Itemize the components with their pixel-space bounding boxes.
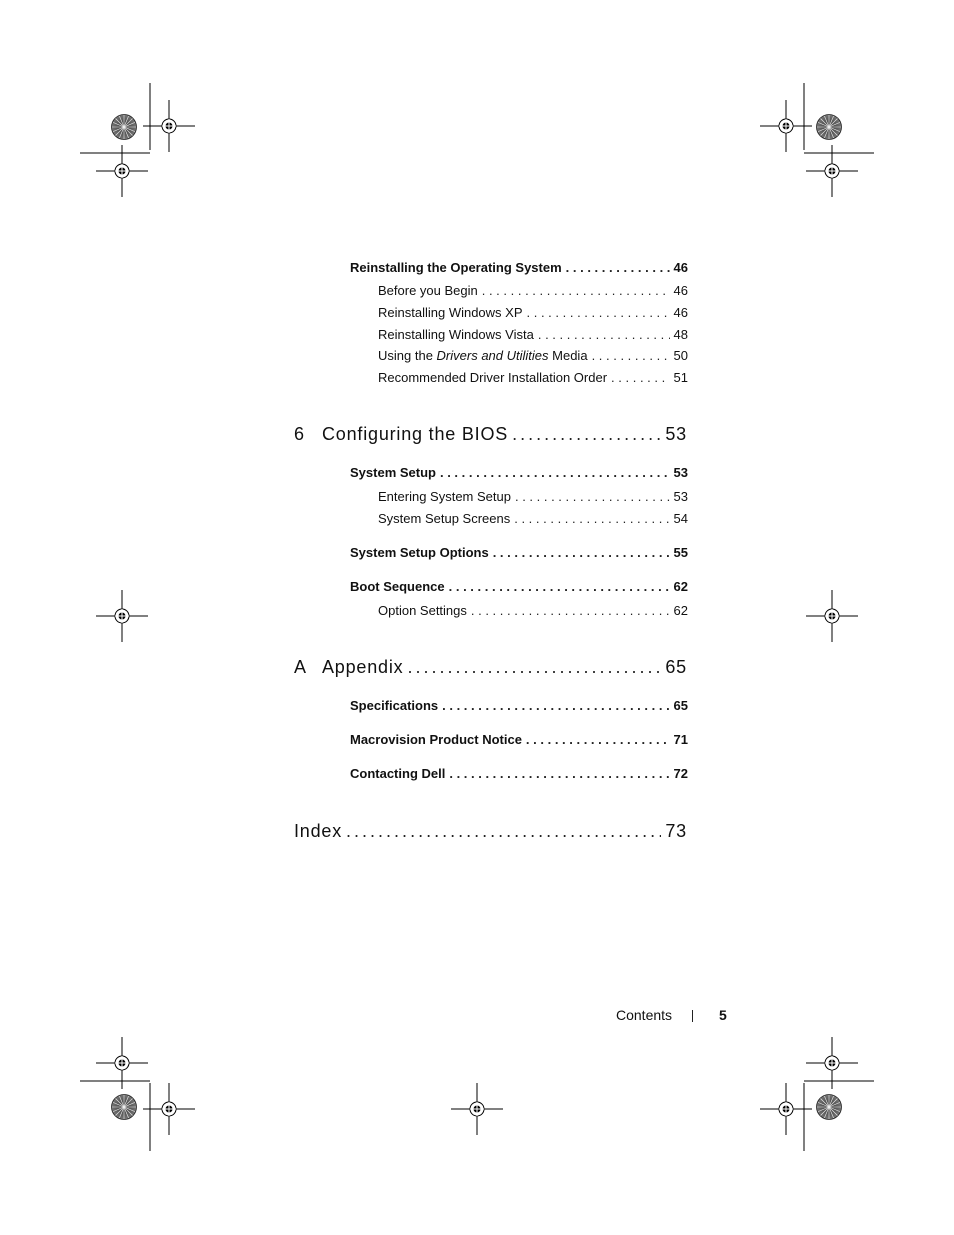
toc-page-number: 62 xyxy=(673,603,688,618)
toc-page-number: 65 xyxy=(665,657,687,677)
dot-leader xyxy=(592,348,670,363)
toc-page-number: 46 xyxy=(673,260,688,275)
toc-page-number: 46 xyxy=(673,305,688,320)
dot-leader xyxy=(527,305,670,320)
toc-entry-title: Entering System Setup xyxy=(378,489,511,504)
toc-page-number: 48 xyxy=(673,327,688,342)
toc-page-number: 73 xyxy=(665,821,687,841)
toc-entry-title: Boot Sequence xyxy=(350,579,445,594)
toc-entry-system-setup[interactable] xyxy=(350,465,688,480)
toc-page-number: 53 xyxy=(673,465,688,480)
toc-entry-setup-screens[interactable] xyxy=(378,511,688,526)
toc-page-number: 62 xyxy=(673,579,688,594)
chapter-number: 6 xyxy=(294,424,305,444)
dot-leader xyxy=(442,698,669,713)
toc-chapter-title: Index xyxy=(294,821,343,841)
toc-entry-title xyxy=(378,348,588,363)
toc-entry-title: Option Settings xyxy=(378,603,467,618)
title-italic: Drivers and Utilities xyxy=(436,348,549,363)
toc-entry-reinstalling-vista[interactable] xyxy=(378,327,688,342)
dot-leader xyxy=(440,465,670,480)
toc-entry-title: Macrovision Product Notice xyxy=(350,732,522,747)
toc-page-number: 55 xyxy=(673,545,688,560)
dot-leader xyxy=(449,766,669,781)
toc-page-number: 72 xyxy=(673,766,688,781)
toc-page-number: 65 xyxy=(673,698,688,713)
registration-star-top-left xyxy=(112,115,137,140)
dot-leader xyxy=(449,579,670,594)
dot-leader xyxy=(538,327,670,342)
toc-entry-setup-options[interactable] xyxy=(350,545,688,560)
toc-page-number: 51 xyxy=(673,370,688,385)
toc-entry-title: Reinstalling the Operating System xyxy=(350,260,562,275)
dot-leader xyxy=(346,821,661,842)
toc-entry-title: Before you Begin xyxy=(378,283,478,298)
toc-chapter-6[interactable] xyxy=(294,424,687,445)
dot-leader xyxy=(515,489,670,504)
dot-leader xyxy=(482,283,670,298)
dot-leader xyxy=(471,603,670,618)
toc-entry-before-you-begin[interactable] xyxy=(378,283,688,298)
registration-star-bottom-right xyxy=(817,1095,842,1120)
toc-entry-macrovision[interactable] xyxy=(350,732,688,747)
toc-entry-recommended-order[interactable] xyxy=(378,370,688,385)
dot-leader xyxy=(526,732,670,747)
chapter-label: Configuring the BIOS xyxy=(322,424,509,444)
toc-entry-title: Reinstalling Windows Vista xyxy=(378,327,534,342)
toc-chapter-title xyxy=(294,657,403,678)
toc-entry-option-settings[interactable] xyxy=(378,603,688,618)
toc-page-number: 71 xyxy=(673,732,688,747)
registration-star-top-right xyxy=(817,115,842,140)
title-prefix: Using the xyxy=(378,348,437,363)
footer-page-number: 5 xyxy=(719,1007,727,1023)
toc-entry-title: Specifications xyxy=(350,698,439,713)
footer-section-label: Contents xyxy=(616,1007,673,1023)
chapter-number: A xyxy=(294,657,307,677)
toc-entry-title: System Setup Options xyxy=(350,545,489,560)
dot-leader xyxy=(407,657,661,678)
dot-leader xyxy=(512,424,661,445)
toc-entry-title: Recommended Driver Installation Order xyxy=(378,370,608,385)
dot-leader xyxy=(493,545,670,560)
toc-entry-entering-setup[interactable] xyxy=(378,489,688,504)
chapter-label: Appendix xyxy=(322,657,404,677)
toc-entry-boot-sequence[interactable] xyxy=(350,579,688,594)
toc-chapter-title xyxy=(294,424,508,445)
dot-leader xyxy=(611,370,669,385)
toc-page-number: 54 xyxy=(673,511,688,526)
toc-chapter-index[interactable] xyxy=(294,821,687,842)
title-suffix: Media xyxy=(548,348,588,363)
toc-entry-reinstalling-os[interactable] xyxy=(350,260,688,275)
toc-entry-title: System Setup xyxy=(350,465,436,480)
toc-page-number: 46 xyxy=(673,283,688,298)
toc-page-number: 50 xyxy=(673,348,688,363)
toc-page-number: 53 xyxy=(665,424,687,444)
registration-star-bottom-left xyxy=(112,1095,137,1120)
toc-chapter-appendix[interactable] xyxy=(294,657,687,678)
footer-separator xyxy=(692,1010,693,1022)
toc-entry-using-media[interactable] xyxy=(378,348,688,363)
toc-entry-title: System Setup Screens xyxy=(378,511,511,526)
dot-leader xyxy=(566,260,670,275)
toc-entry-reinstalling-xp[interactable] xyxy=(378,305,688,320)
toc-entry-specifications[interactable] xyxy=(350,698,688,713)
toc-entry-contacting-dell[interactable] xyxy=(350,766,688,781)
toc-entry-title: Contacting Dell xyxy=(350,766,446,781)
dot-leader xyxy=(514,511,669,526)
toc-entry-title: Reinstalling Windows XP xyxy=(378,305,523,320)
toc-page-number: 53 xyxy=(673,489,688,504)
